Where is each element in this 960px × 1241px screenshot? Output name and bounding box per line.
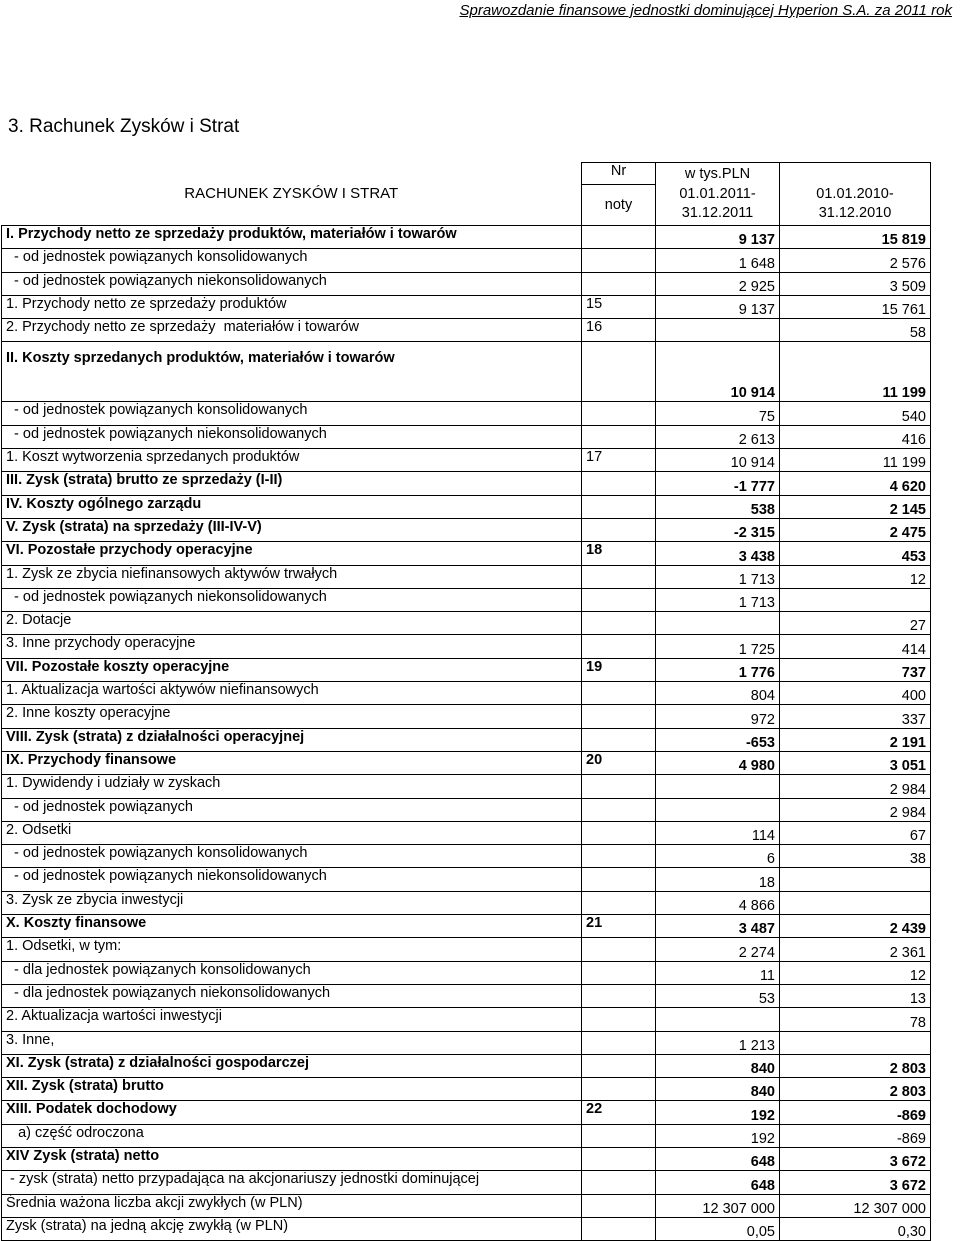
row-value-2010: 2 803 — [780, 1054, 931, 1077]
row-label: V. Zysk (strata) na sprzedaży (III-IV-V) — [2, 518, 582, 541]
row-note — [582, 272, 656, 295]
row-value-2010: 0,30 — [780, 1217, 931, 1240]
row-note — [582, 1008, 656, 1031]
row-label: - od jednostek powiązanych niekonsolidowanych — [2, 588, 582, 611]
row-value-2010: 540 — [780, 402, 931, 425]
row-label: 3. Inne, — [2, 1031, 582, 1054]
row-value-2011: -653 — [656, 728, 780, 751]
unit-label: w tys.PLN — [656, 163, 780, 185]
row-label: - od jednostek powiązanych niekonsolidowanych — [2, 272, 582, 295]
row-value-2011: 9 137 — [656, 295, 780, 318]
row-value-2010: 12 307 000 — [780, 1194, 931, 1217]
row-value-2011 — [656, 612, 780, 635]
row-value-2011: 3 438 — [656, 542, 780, 565]
row-label: 1. Odsetki, w tym: — [2, 938, 582, 961]
row-label: - od jednostek powiązanych niekonsolidowanych — [2, 425, 582, 448]
row-value-2010: -869 — [780, 1124, 931, 1147]
row-note — [582, 1054, 656, 1077]
unit-spacer — [780, 163, 931, 185]
table-row — [2, 319, 931, 342]
row-value-2011: 75 — [656, 402, 780, 425]
row-value-2010: 27 — [780, 612, 931, 635]
table-row — [2, 868, 931, 891]
row-value-2011: 3 487 — [656, 915, 780, 938]
row-note — [582, 705, 656, 728]
row-label: Średnia ważona liczba akcji zwykłych (w PLN) — [2, 1194, 582, 1217]
row-value-2010 — [780, 1031, 931, 1054]
row-value-2010: 2 576 — [780, 249, 931, 272]
table-row — [2, 915, 931, 938]
row-value-2011: -2 315 — [656, 518, 780, 541]
row-label: VI. Pozostałe przychody operacyjne — [2, 542, 582, 565]
table-row — [2, 612, 931, 635]
row-label: - od jednostek powiązanych — [2, 798, 582, 821]
row-value-2010: 11 199 — [780, 342, 931, 402]
row-note — [582, 249, 656, 272]
row-note — [582, 425, 656, 448]
column-header-nr: Nr — [582, 163, 656, 185]
table-row — [2, 249, 931, 272]
row-value-2010: 2 361 — [780, 938, 931, 961]
row-label: Zysk (strata) na jedną akcję zwykłą (w PLN) — [2, 1217, 582, 1240]
row-value-2011: 1 648 — [656, 249, 780, 272]
row-note: 18 — [582, 542, 656, 565]
row-value-2011 — [656, 798, 780, 821]
row-note: 20 — [582, 751, 656, 774]
row-label: XII. Zysk (strata) brutto — [2, 1078, 582, 1101]
table-row — [2, 542, 931, 565]
row-value-2010: 3 672 — [780, 1171, 931, 1194]
row-value-2010: 13 — [780, 984, 931, 1007]
table-row — [2, 1008, 931, 1031]
period-2011-start: 01.01.2011- — [679, 185, 756, 202]
row-note — [582, 1078, 656, 1101]
row-label: 3. Zysk ze zbycia inwestycji — [2, 891, 582, 914]
row-value-2010: -869 — [780, 1101, 931, 1124]
row-label: - od jednostek powiązanych konsolidowanych — [2, 402, 582, 425]
row-note — [582, 938, 656, 961]
row-label: 2. Dotacje — [2, 612, 582, 635]
row-value-2011: 538 — [656, 495, 780, 518]
row-label: 2. Przychody netto ze sprzedaży materiałów i towarów — [2, 319, 582, 342]
row-value-2010: 78 — [780, 1008, 931, 1031]
row-value-2011: 2 925 — [656, 272, 780, 295]
row-label: - dla jednostek powiązanych niekonsolidowanych — [2, 984, 582, 1007]
row-value-2010: 337 — [780, 705, 931, 728]
row-note: 21 — [582, 915, 656, 938]
row-value-2010: 67 — [780, 821, 931, 844]
row-label: 1. Przychody netto ze sprzedaży produktów — [2, 295, 582, 318]
row-note — [582, 342, 656, 402]
row-value-2011: -1 777 — [656, 472, 780, 495]
period-2011-end: 31.12.2011 — [681, 204, 754, 221]
period-2010-start: 01.01.2010- — [816, 185, 894, 202]
row-label: 2. Aktualizacja wartości inwestycji — [2, 1008, 582, 1031]
row-note — [582, 984, 656, 1007]
row-value-2010: 2 984 — [780, 775, 931, 798]
row-value-2011: 10 914 — [656, 342, 780, 402]
row-value-2010: 2 984 — [780, 798, 931, 821]
row-value-2010: 12 — [780, 565, 931, 588]
table-row — [2, 1217, 931, 1240]
table-row — [2, 798, 931, 821]
row-value-2011 — [656, 319, 780, 342]
table-row — [2, 658, 931, 681]
row-value-2011: 10 914 — [656, 449, 780, 472]
table-row — [2, 891, 931, 914]
row-value-2010: 2 475 — [780, 518, 931, 541]
row-value-2010: 3 509 — [780, 272, 931, 295]
row-value-2010: 4 620 — [780, 472, 931, 495]
row-value-2010: 38 — [780, 845, 931, 868]
row-note — [582, 682, 656, 705]
table-row — [2, 821, 931, 844]
row-value-2011: 648 — [656, 1147, 780, 1170]
table-row — [2, 635, 931, 658]
table-row — [2, 588, 931, 611]
row-note — [582, 565, 656, 588]
row-note — [582, 728, 656, 751]
row-note — [582, 635, 656, 658]
table-row — [2, 961, 931, 984]
row-note — [582, 226, 656, 249]
row-value-2010: 400 — [780, 682, 931, 705]
row-value-2011: 4 980 — [656, 751, 780, 774]
row-value-2011: 1 713 — [656, 588, 780, 611]
row-value-2011: 9 137 — [656, 226, 780, 249]
row-note: 19 — [582, 658, 656, 681]
row-note — [582, 868, 656, 891]
table-row — [2, 449, 931, 472]
row-value-2011: 840 — [656, 1054, 780, 1077]
row-label: VII. Pozostałe koszty operacyjne — [2, 658, 582, 681]
row-value-2010 — [780, 868, 931, 891]
row-label: I. Przychody netto ze sprzedaży produktów, materiałów i towarów — [2, 226, 582, 249]
table-row — [2, 938, 931, 961]
row-note — [582, 518, 656, 541]
row-value-2010 — [780, 588, 931, 611]
row-value-2010: 15 819 — [780, 226, 931, 249]
section-title: 3. Rachunek Zysków i Strat — [8, 116, 240, 137]
row-note: 15 — [582, 295, 656, 318]
row-value-2011: 1 725 — [656, 635, 780, 658]
row-note — [582, 961, 656, 984]
row-label: II. Koszty sprzedanych produktów, materiałów i towarów — [2, 342, 582, 402]
row-label: 1. Dywidendy i udziały w zyskach — [2, 775, 582, 798]
table-row — [2, 751, 931, 774]
row-label: 2. Odsetki — [2, 821, 582, 844]
row-value-2011: 192 — [656, 1101, 780, 1124]
row-value-2010: 3 672 — [780, 1147, 931, 1170]
row-note — [582, 1194, 656, 1217]
row-value-2011: 4 866 — [656, 891, 780, 914]
row-note — [582, 1217, 656, 1240]
row-label: IX. Przychody finansowe — [2, 751, 582, 774]
row-label: - dla jednostek powiązanych konsolidowanych — [2, 961, 582, 984]
table-row — [2, 1078, 931, 1101]
row-value-2011: 2 274 — [656, 938, 780, 961]
row-note — [582, 845, 656, 868]
row-value-2010: 453 — [780, 542, 931, 565]
row-value-2010: 416 — [780, 425, 931, 448]
row-value-2011: 12 307 000 — [656, 1194, 780, 1217]
row-note — [582, 821, 656, 844]
row-note — [582, 402, 656, 425]
row-label: 1. Zysk ze zbycia niefinansowych aktywów trwałych — [2, 565, 582, 588]
table-row — [2, 984, 931, 1007]
row-note — [582, 588, 656, 611]
row-value-2010: 737 — [780, 658, 931, 681]
table-row — [2, 565, 931, 588]
row-note — [582, 1171, 656, 1194]
row-note — [582, 612, 656, 635]
row-note — [582, 495, 656, 518]
table-row — [2, 1101, 931, 1124]
table-row — [2, 1124, 931, 1147]
row-label: - od jednostek powiązanych konsolidowanych — [2, 845, 582, 868]
row-label: a) część odroczona — [2, 1124, 582, 1147]
income-statement-table — [1, 162, 931, 1241]
row-label: XI. Zysk (strata) z działalności gospodarczej — [2, 1054, 582, 1077]
row-value-2011 — [656, 775, 780, 798]
row-value-2011 — [656, 1008, 780, 1031]
row-note — [582, 891, 656, 914]
row-value-2010: 12 — [780, 961, 931, 984]
row-value-2011: 648 — [656, 1171, 780, 1194]
row-value-2011: 6 — [656, 845, 780, 868]
table-row — [2, 495, 931, 518]
row-value-2011: 1 713 — [656, 565, 780, 588]
table-row — [2, 425, 931, 448]
row-value-2011: 972 — [656, 705, 780, 728]
table-row — [2, 295, 931, 318]
row-value-2010: 15 761 — [780, 295, 931, 318]
row-value-2010: 3 051 — [780, 751, 931, 774]
row-label: 1. Koszt wytworzenia sprzedanych produktów — [2, 449, 582, 472]
row-label: - od jednostek powiązanych niekonsolidowanych — [2, 868, 582, 891]
table-row — [2, 342, 931, 402]
row-label: 2. Inne koszty operacyjne — [2, 705, 582, 728]
row-label: 1. Aktualizacja wartości aktywów niefinansowych — [2, 682, 582, 705]
row-value-2010: 2 191 — [780, 728, 931, 751]
period-2010-end: 31.12.2010 — [818, 204, 892, 221]
row-note — [582, 1031, 656, 1054]
table-row — [2, 1147, 931, 1170]
row-value-2011: 1 776 — [656, 658, 780, 681]
table-row — [2, 682, 931, 705]
table-row — [2, 705, 931, 728]
row-label: IV. Koszty ogólnego zarządu — [2, 495, 582, 518]
column-header-noty: noty — [582, 185, 656, 226]
row-value-2011: 804 — [656, 682, 780, 705]
row-value-2011: 114 — [656, 821, 780, 844]
table-row — [2, 1194, 931, 1217]
row-note — [582, 1124, 656, 1147]
table-row — [2, 518, 931, 541]
row-value-2010: 58 — [780, 319, 931, 342]
row-note — [582, 1147, 656, 1170]
row-value-2010: 2 803 — [780, 1078, 931, 1101]
row-label: X. Koszty finansowe — [2, 915, 582, 938]
table-title: RACHUNEK ZYSKÓW I STRAT — [184, 185, 399, 203]
row-value-2011: 18 — [656, 868, 780, 891]
column-header-2010 — [780, 185, 931, 226]
row-value-2011: 2 613 — [656, 425, 780, 448]
row-value-2011: 1 213 — [656, 1031, 780, 1054]
row-value-2011: 11 — [656, 961, 780, 984]
table-row — [2, 402, 931, 425]
table-row — [2, 1171, 931, 1194]
row-value-2010: 2 145 — [780, 495, 931, 518]
table-row — [2, 775, 931, 798]
row-label: XIV Zysk (strata) netto — [2, 1147, 582, 1170]
table-row — [2, 1031, 931, 1054]
row-label: - zysk (strata) netto przypadająca na akcjonariuszy jednostki dominującej — [2, 1171, 582, 1194]
row-value-2010: 414 — [780, 635, 931, 658]
row-value-2010: 11 199 — [780, 449, 931, 472]
row-label: - od jednostek powiązanych konsolidowanych — [2, 249, 582, 272]
table-row — [2, 845, 931, 868]
row-note — [582, 472, 656, 495]
row-value-2011: 53 — [656, 984, 780, 1007]
row-note: 22 — [582, 1101, 656, 1124]
table-row — [2, 728, 931, 751]
table-row — [2, 226, 931, 249]
row-value-2011: 840 — [656, 1078, 780, 1101]
column-header-2011 — [656, 185, 780, 226]
row-note: 17 — [582, 449, 656, 472]
row-value-2010: 2 439 — [780, 915, 931, 938]
row-label: XIII. Podatek dochodowy — [2, 1101, 582, 1124]
row-label: III. Zysk (strata) brutto ze sprzedaży (I-II) — [2, 472, 582, 495]
table-row — [2, 1054, 931, 1077]
table-row — [2, 272, 931, 295]
row-note — [582, 775, 656, 798]
row-label: 3. Inne przychody operacyjne — [2, 635, 582, 658]
row-label: VIII. Zysk (strata) z działalności operacyjnej — [2, 728, 582, 751]
row-value-2010 — [780, 891, 931, 914]
table-row — [2, 472, 931, 495]
row-value-2011: 192 — [656, 1124, 780, 1147]
row-note — [582, 798, 656, 821]
row-note: 16 — [582, 319, 656, 342]
document-header: Sprawozdanie finansowe jednostki dominującej Hyperion S.A. za 2011 rok — [459, 2, 952, 19]
row-value-2011: 0,05 — [656, 1217, 780, 1240]
